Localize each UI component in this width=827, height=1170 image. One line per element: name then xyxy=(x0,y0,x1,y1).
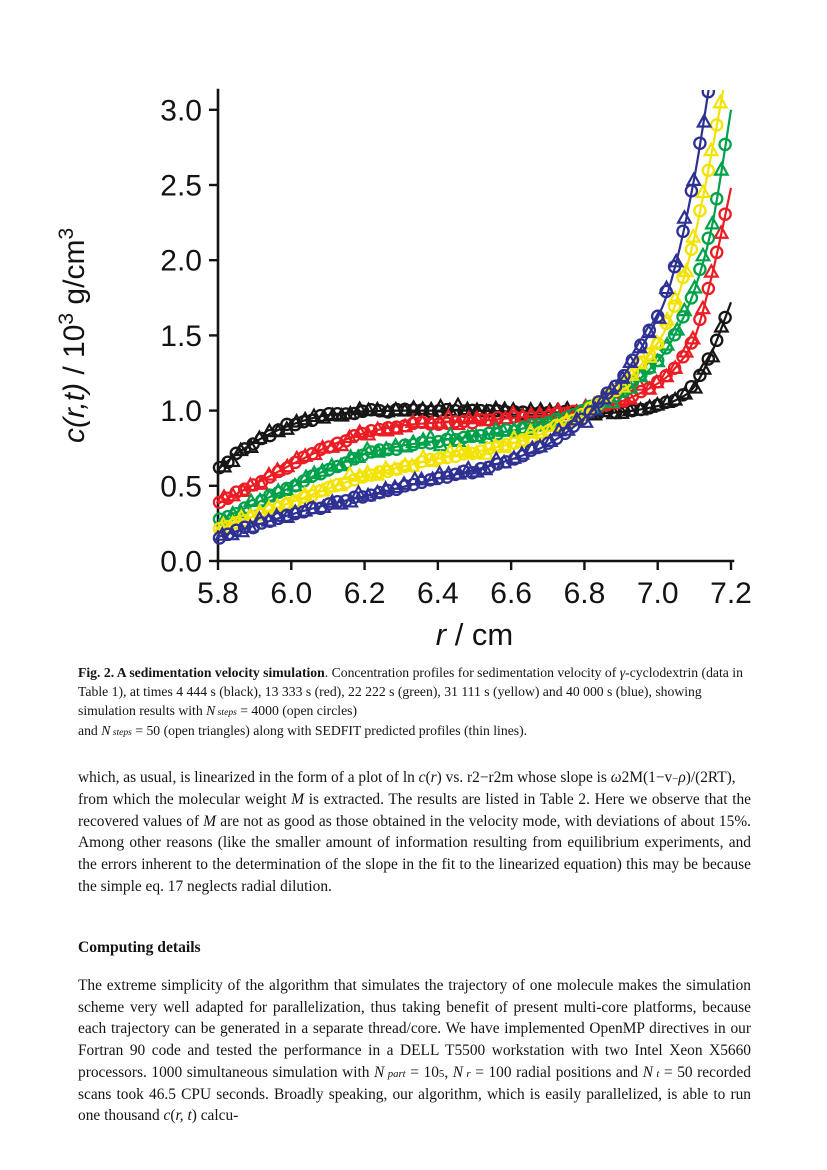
text-segment: ) calcu- xyxy=(191,1107,239,1125)
text-segment: N xyxy=(452,1063,464,1081)
text-segment: − xyxy=(672,773,679,785)
x-tick-label: 6.4 xyxy=(416,577,459,610)
text-segment: 5 xyxy=(438,1067,445,1080)
y-tick-label: 3.0 xyxy=(160,94,202,128)
text-segment: = 50 recorded scans took 46.5 CPU seconds. Broadly speaking, our algorithm, which is easily parallelized, is able to run one thousand xyxy=(78,1063,752,1125)
y-tick-label: 2.0 xyxy=(160,244,202,278)
x-tick-label: 7.0 xyxy=(636,577,679,610)
x-tick-label: 5.8 xyxy=(197,577,239,610)
x-axis-title: r / cm xyxy=(435,617,514,652)
text-segment: γ xyxy=(619,665,626,680)
text-segment: 2M(1−v xyxy=(621,769,673,786)
text-segment: steps xyxy=(215,707,237,719)
text-segment: ) xyxy=(436,769,442,786)
text-segment: and xyxy=(78,722,102,738)
text-segment: N xyxy=(374,1063,385,1081)
text-segment: . Concentration profiles for sedimentation velocity of xyxy=(324,665,620,680)
y-tick-label: 2.5 xyxy=(160,169,202,203)
text-segment: = 10 xyxy=(405,1063,439,1081)
text-segment: M xyxy=(291,791,305,808)
text-segment: are not as good as those obtained in the velocity mode, with deviations of about 15%. Among other reasons (like the smaller amount of information resulting from equilibrium experiments, and the errors inherent to the determination of the slope in the fit to the linearized equation) this may be because the simple eq. 17 neglects radial dilution. xyxy=(78,812,751,895)
x-tick-label: 6.8 xyxy=(563,577,606,610)
text-segment: The extreme simplicity of the algorithm that simulates the trajectory of one molecule makes the simulation scheme very well adapted for parallelization, thus taking benefit of present multi-core platforms, because each trajectory can be generated in a separate thread/core. We have implemented OpenMP directives in our Fortran 90 code and tested the performance in a DELL T5500 workstation with two Intel Xeon X5660 processors. 1000 simultaneous simulation with xyxy=(78,977,751,1081)
text-segment: from which the molecular weight xyxy=(78,791,292,808)
text-segment: = 100 radial positions and xyxy=(470,1063,643,1081)
text-segment: part xyxy=(384,1067,406,1080)
text-segment: = 50 (open triangles) along with SEDFIT predicted profiles (thin lines). xyxy=(131,722,528,738)
paragraph-1 xyxy=(78,789,751,898)
text-segment: t xyxy=(652,1067,660,1080)
text-segment: c xyxy=(163,1107,171,1125)
paragraph-1-overfull-line xyxy=(78,767,736,789)
text-segment: N xyxy=(642,1063,653,1081)
text-segment: Fig. 2. A sedimentation velocity simulation xyxy=(78,665,325,680)
figure-caption xyxy=(78,663,756,740)
x-tick-label: 6.2 xyxy=(343,577,386,610)
text-segment: -cyclodextrin (data in Table 1), at times 4 444 s (black), 13 333 s (red), 22 222 s (green), 31 111 s (yellow) and 40 000 s (blue), showing simulation results with xyxy=(78,665,743,719)
paragraph-2 xyxy=(78,975,751,1127)
x-tick-label: 6.0 xyxy=(270,577,313,610)
text-segment: which, as usual, is linearized in the form of a plot of ln xyxy=(78,769,419,786)
text-segment: = 4000 (open circles) xyxy=(236,703,358,719)
text-segment: vs. r2−r2m whose slope is xyxy=(441,769,611,786)
text-segment: M xyxy=(203,812,217,830)
text-segment: N xyxy=(101,722,111,738)
text-segment: N xyxy=(206,703,216,719)
series-blue xyxy=(214,86,714,544)
y-tick-label: 0.5 xyxy=(160,470,202,504)
y-tick-label: 0.0 xyxy=(160,545,202,579)
text-segment: is extracted. The results are listed in Table 2. Here we observe that the recovered values of xyxy=(78,791,751,830)
section-heading: Computing details xyxy=(78,939,201,956)
text-segment: r, t xyxy=(175,1107,192,1125)
x-tick-label: 7.2 xyxy=(710,577,752,610)
text-segment: steps xyxy=(110,726,132,738)
x-tick-label: 6.6 xyxy=(490,577,533,610)
marker-triangle xyxy=(678,211,691,222)
text-segment: c xyxy=(418,769,426,786)
y-tick-label: 1.0 xyxy=(160,395,202,429)
text-segment: r xyxy=(463,1067,471,1080)
text-segment: ρ xyxy=(678,769,686,786)
text-segment: r xyxy=(430,769,437,786)
y-tick-label: 1.5 xyxy=(160,319,202,353)
text-segment: ( xyxy=(425,769,431,786)
text-segment: , xyxy=(444,1063,453,1081)
text-segment: ( xyxy=(170,1107,176,1125)
text-segment: ω xyxy=(610,769,622,786)
y-axis-title: $c(r,t) / 10^3$ $g/cm^3$ xyxy=(55,227,91,443)
text-segment: )/(2RT), xyxy=(685,769,736,786)
